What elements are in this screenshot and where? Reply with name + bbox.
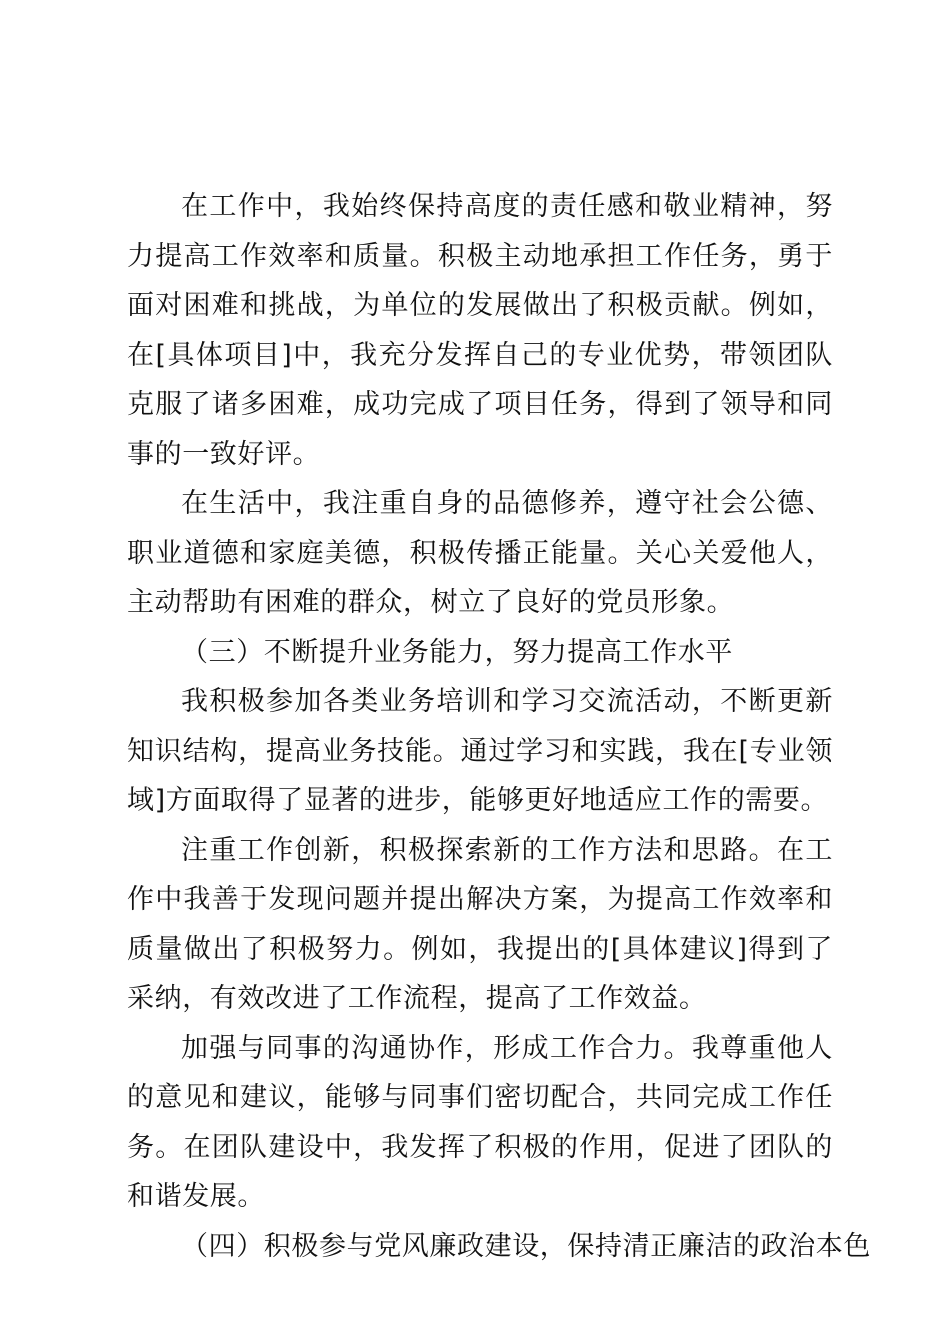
paragraph-teamwork: 加强与同事的沟通协作，形成工作合力。我尊重他人的意见和建议，能够与同事们密切配合，共同完成工作任务。在团队建设中，我发挥了积极的作用，促进了团队的和谐发展。	[127, 1032, 833, 1212]
section-heading-3: （三）不断提升业务能力，努力提高工作水平	[181, 636, 733, 668]
section-heading-4: （四）积极参与党风廉政建设，保持清正廉洁的政治本色	[181, 1230, 871, 1262]
document-body	[127, 182, 871, 1271]
paragraph-personal-conduct: 在生活中，我注重自身的品德修养，遵守社会公德、职业道德和家庭美德，积极传播正能量。关心关爱他人，主动帮助有困难的群众，树立了良好的党员形象。	[127, 488, 833, 618]
paragraph-innovation: 注重工作创新，积极探索新的工作方法和思路。在工作中我善于发现问题并提出解决方案，为提高工作效率和质量做出了积极努力。例如，我提出的[具体建议]得到了采纳，有效改进了工作流程，提高了工作效益。	[127, 834, 833, 1014]
paragraph-work-performance: 在工作中，我始终保持高度的责任感和敬业精神，努力提高工作效率和质量。积极主动地承担工作任务，勇于面对困难和挑战，为单位的发展做出了积极贡献。例如，在[具体项目]中，我充分发挥自己的专业优势，带领团队克服了诸多困难，成功完成了项目任务，得到了领导和同事的一致好评。	[127, 191, 833, 470]
paragraph-training: 我积极参加各类业务培训和学习交流活动，不断更新知识结构，提高业务技能。通过学习和实践，我在[专业领域]方面取得了显著的进步，能够更好地适应工作的需要。	[127, 686, 833, 816]
